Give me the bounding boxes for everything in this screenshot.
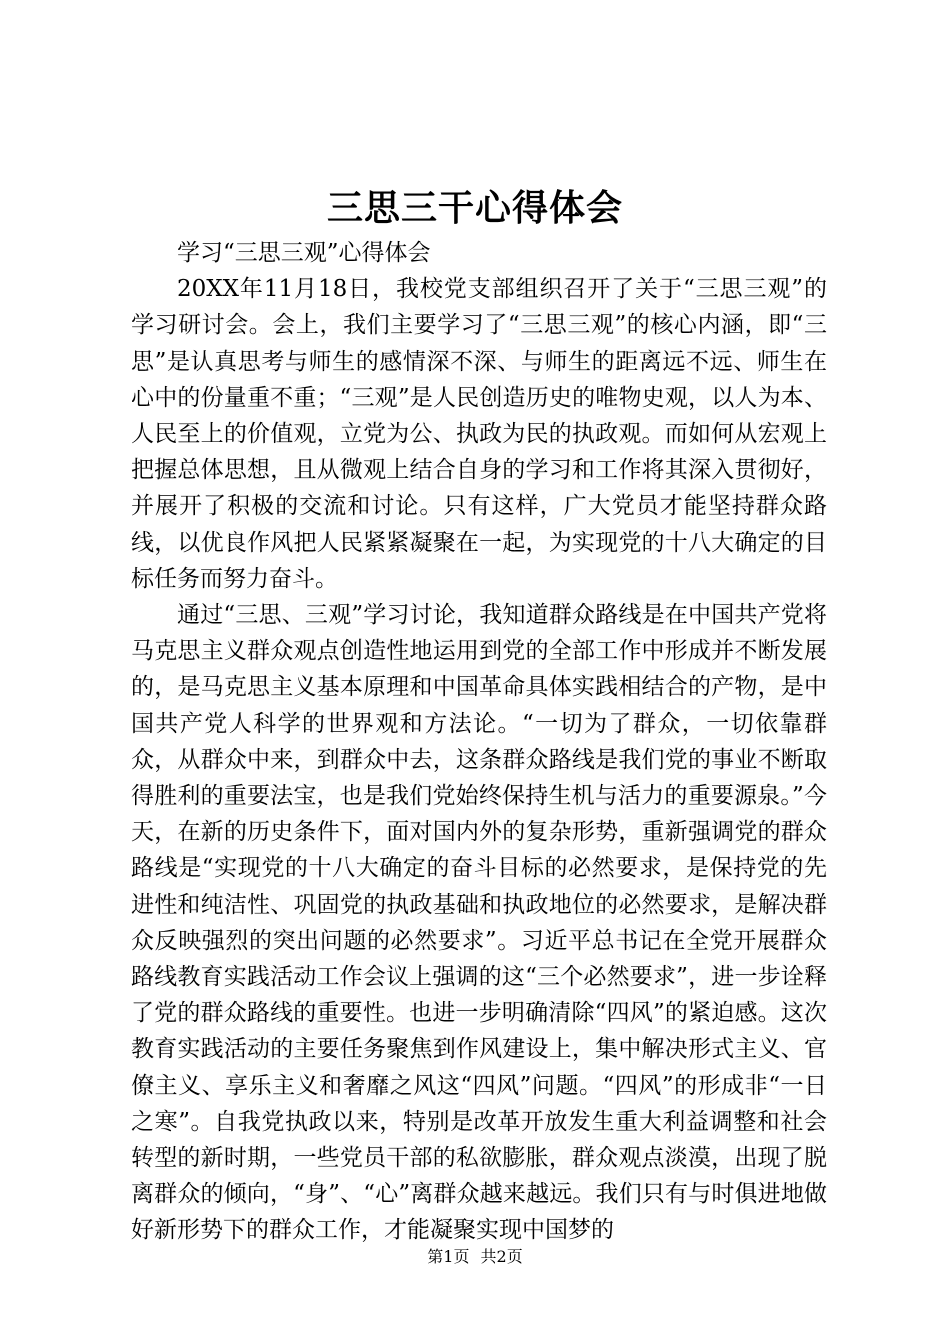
page-total: 共2页 bbox=[480, 1247, 523, 1266]
page-footer bbox=[0, 1246, 950, 1268]
paragraph-meeting: 20XX年11月18日，我校党支部组织召开了关于“三思三观”的学习研讨会。会上，我们主要学习了“三思三观”的核心内涵，即“三思”是认真思考与师生的感情深不深、与师生的距离远不远、师生在心中的份量重不重；“三观”是人民创造历史的唯物史观，以人为本、人民至上的价值观，立党为公、执政为民的执政观。而如何从宏观上把握总体思想，且从微观上结合自身的学习和工作将其深入贯彻好，并展开了积极的交流和讨论。只有这样，广大党员才能坚持群众路线，以优良作风把人民紧紧凝聚在一起，为实现党的十八大确定的目标任务而努力奋斗。 bbox=[131, 276, 827, 592]
paragraph-mass-line: 通过“三思、三观”学习讨论，我知道群众路线是在中国共产党将马克思主义群众观点创造性地运用到党的全部工作中形成并不断发展的，是马克思主义基本原理和中国革命具体实践相结合的产物，是中国共产党人科学的世界观和方法论。“一切为了群众，一切依靠群众，从群众中来，到群众中去，这条群众路线是我们党的事业不断取得胜利的重要法宝，也是我们党始终保持生机与活力的重要源泉。”今天，在新的历史条件下，面对国内外的复杂形势，重新强调党的群众路线是“实现党的十八大确定的奋斗目标的必然要求，是保持党的先进性和纯洁性、巩固党的执政基础和执政地位的必然要求，是解决群众反映强烈的突出问题的必然要求”。习近平总书记在全党开展群众路线教育实践活动工作会议上强调的这“三个必然要求”，进一步诠释了党的群众路线的重要性。也进一步明确清除“四风”的紧迫感。这次教育实践活动的主要任务聚焦到作风建设上，集中解决形式主义、官僚主义、享乐主义和奢靡之风这“四风”问题。“四风”的形成非“一日之寒”。自我党执政以来，特别是改革开放发生重大利益调整和社会转型的新时期，一些党员干部的私欲膨胀，群众观点淡漠，出现了脱离群众的倾向，“身”、“心”离群众越来越远。我们只有与时俱进地做好新形势下的群众工作，才能凝聚实现中国梦的 bbox=[131, 602, 827, 1244]
document-body bbox=[131, 235, 827, 1249]
page-number: 第1页 bbox=[427, 1247, 470, 1266]
document-title: 三思三干心得体会 bbox=[326, 187, 623, 229]
paragraph-subtitle: 学习“三思三观”心得体会 bbox=[177, 240, 431, 266]
